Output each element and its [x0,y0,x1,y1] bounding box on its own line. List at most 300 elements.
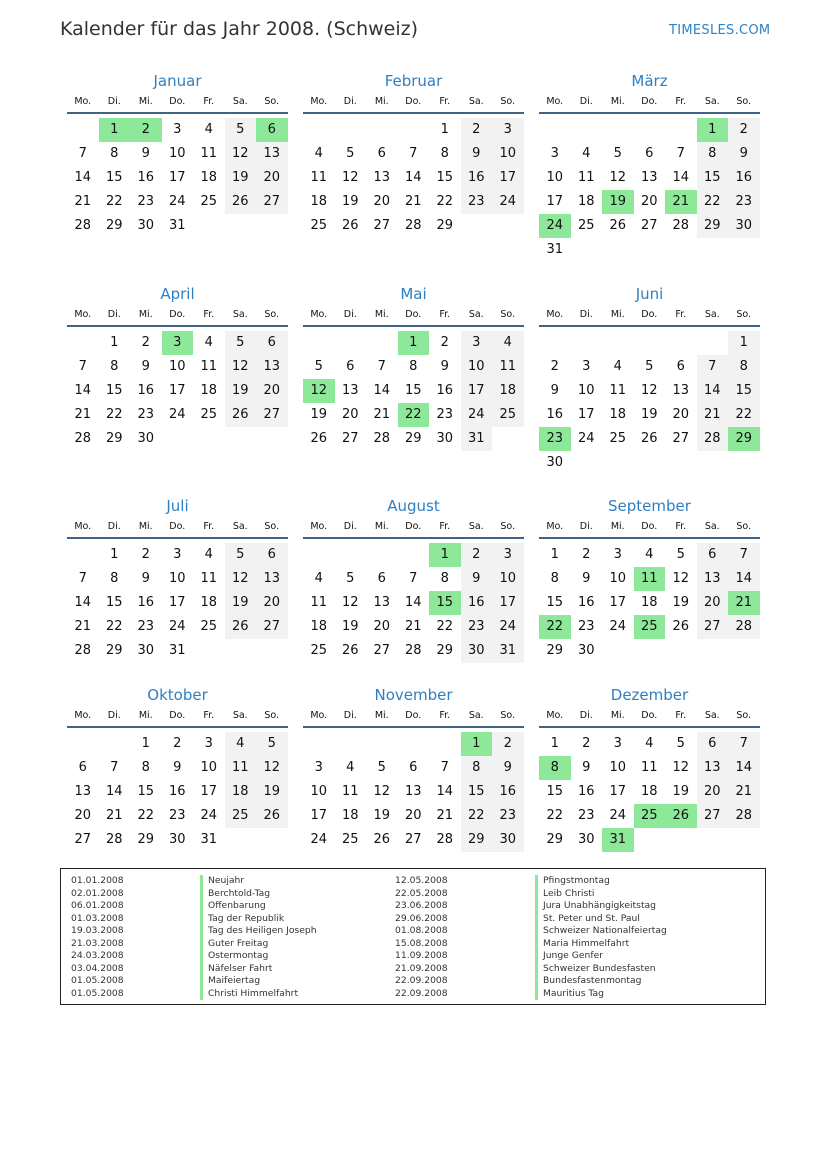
day-cell: 20 [74,808,92,823]
day-cell: 25 [634,804,666,828]
day-cell: 7 [78,359,87,374]
month-september [539,497,760,687]
legend-date: 01.05.2008 [71,987,124,999]
day-cell: 3 [173,547,182,562]
day-cell: 3 [613,736,622,751]
day-cell: 22 [137,808,155,823]
day-cell: 16 [461,591,493,615]
day-cell: 24 [609,808,627,823]
month-juni [539,285,760,475]
weekday-label: Fr. [439,96,451,107]
day-cell: 18 [225,780,257,804]
day-cell: 5 [613,146,622,161]
legend-holiday-name: St. Peter und St. Paul [535,913,667,926]
day-cell: 13 [697,756,729,780]
day-cell: 17 [200,784,218,799]
day-cell: 24 [168,194,186,209]
day-cell: 16 [577,784,595,799]
day-cell: 5 [346,146,355,161]
day-cell: 8 [550,571,559,586]
weekday-label: Mo. [310,96,328,107]
month-header-rule [303,726,524,728]
day-cell: 2 [141,547,150,562]
day-cell: 24 [609,619,627,634]
day-cell: 19 [341,619,359,634]
day-cell: 14 [436,784,454,799]
day-cell: 27 [697,804,729,828]
day-cell: 26 [310,431,328,446]
day-cell: 7 [409,146,418,161]
day-cell: 12 [225,567,257,591]
day-cell: 21 [74,619,92,634]
day-cell: 30 [137,218,155,233]
day-cell: 22 [105,619,123,634]
day-cell: 11 [492,355,524,379]
weekday-label: Sa. [468,521,484,532]
legend-date-column [395,875,448,1000]
day-cell: 23 [137,407,155,422]
weekday-label: Do. [405,309,422,320]
weekday-label: So. [264,521,280,532]
day-cell: 10 [609,760,627,775]
day-cell: 16 [137,170,155,185]
day-cell: 21 [373,407,391,422]
weekday-label: Do. [169,710,186,721]
day-cell: 27 [373,643,391,658]
day-cell: 1 [697,118,729,142]
day-cell: 14 [728,567,760,591]
month-name: Februar [384,72,443,90]
day-cell: 10 [168,146,186,161]
day-cell: 11 [200,146,218,161]
day-cell: 28 [697,427,729,451]
day-cell: 26 [672,619,690,634]
day-cell: 17 [609,595,627,610]
day-cell: 1 [429,543,461,567]
legend-holiday-name: Guter Freitag [200,938,317,951]
day-cell: 7 [409,571,418,586]
day-cell: 29 [546,832,564,847]
day-cell: 2 [141,335,150,350]
day-cell: 8 [728,355,760,379]
weekday-label: Mo. [74,309,92,320]
day-cell: 3 [613,547,622,562]
day-cell: 27 [256,403,288,427]
day-cell: 25 [609,431,627,446]
day-cell: 26 [373,832,391,847]
day-cell: 4 [492,331,524,355]
weekday-label: Do. [641,96,658,107]
day-cell: 8 [141,760,150,775]
weekday-label: Fr. [675,521,687,532]
weekday-label: Fr. [675,710,687,721]
day-cell: 14 [697,379,729,403]
day-cell: 8 [409,359,418,374]
day-cell: 31 [492,639,524,663]
weekday-label: Mi. [610,710,625,721]
day-cell: 17 [310,808,328,823]
day-cell: 4 [613,359,622,374]
day-cell: 22 [436,194,454,209]
day-cell: 27 [256,190,288,214]
legend-holiday-name: Maria Himmelfahrt [535,938,667,951]
day-cell: 30 [577,832,595,847]
day-cell: 22 [436,619,454,634]
day-cell: 3 [204,736,213,751]
legend-holiday-name: Jura Unabhängigkeitstag [535,900,667,913]
month-name: Oktober [147,686,208,704]
day-cell: 5 [256,732,288,756]
weekday-label: Mi. [374,710,389,721]
legend-date-column [71,875,124,1000]
day-cell: 20 [256,166,288,190]
weekday-label: Mi. [374,96,389,107]
day-cell: 23 [539,427,571,451]
day-cell: 13 [373,595,391,610]
month-header-rule [303,112,524,114]
day-cell: 10 [200,760,218,775]
day-cell: 11 [310,170,328,185]
day-cell: 14 [373,383,391,398]
day-cell: 15 [105,170,123,185]
weekday-label: Mo. [74,96,92,107]
day-cell: 17 [168,383,186,398]
weekday-label: Mi. [138,309,153,320]
weekday-label: Fr. [439,710,451,721]
weekday-label: Sa. [468,96,484,107]
day-cell: 28 [404,643,422,658]
day-cell: 8 [461,756,493,780]
month-name: November [374,686,453,704]
day-cell: 6 [377,146,386,161]
day-cell: 22 [105,407,123,422]
day-cell: 21 [404,619,422,634]
weekday-label: Fr. [203,521,215,532]
weekday-label: So. [736,96,752,107]
day-cell: 2 [461,543,493,567]
day-cell: 25 [634,615,666,639]
day-cell: 18 [200,383,218,398]
day-cell: 20 [697,591,729,615]
day-cell: 24 [492,615,524,639]
day-cell: 14 [404,595,422,610]
day-cell: 8 [440,146,449,161]
day-cell: 17 [168,595,186,610]
month-header-rule [539,726,760,728]
weekday-label: Sa. [232,96,248,107]
weekday-label: Fr. [675,96,687,107]
day-cell: 3 [492,543,524,567]
day-cell: 24 [539,214,571,238]
weekday-label: Mo. [310,309,328,320]
day-cell: 15 [546,784,564,799]
day-cell: 30 [168,832,186,847]
legend-date: 15.08.2008 [395,937,448,949]
legend-name-column [535,875,667,1000]
day-cell: 15 [404,383,422,398]
legend-date: 01.01.2008 [71,875,124,886]
day-cell: 17 [577,407,595,422]
legend-date: 22.09.2008 [395,987,448,999]
day-cell: 31 [168,218,186,233]
day-cell: 6 [256,118,288,142]
day-cell: 2 [582,547,591,562]
day-cell: 15 [728,379,760,403]
legend-date: 24.03.2008 [71,950,124,961]
day-cell: 20 [341,407,359,422]
day-cell: 16 [546,407,564,422]
day-cell: 19 [640,407,658,422]
weekday-label: Di. [107,521,121,532]
day-cell: 25 [200,407,218,422]
day-cell: 6 [409,760,418,775]
legend-holiday-name: Bundesfastenmontag [535,975,667,988]
day-cell: 28 [436,832,454,847]
weekday-label: Mo. [546,309,564,320]
day-cell: 21 [728,780,760,804]
legend-date: 22.05.2008 [395,887,448,899]
day-cell: 3 [162,331,194,355]
holiday-legend [60,868,766,1005]
day-cell: 1 [440,122,449,137]
day-cell: 18 [310,619,328,634]
day-cell: 23 [492,804,524,828]
day-cell: 20 [256,591,288,615]
day-cell: 5 [377,760,386,775]
month-name: Juli [166,497,189,515]
day-cell: 13 [404,784,422,799]
weekday-label: So. [736,309,752,320]
day-cell: 19 [373,808,391,823]
site-link[interactable]: TIMESLES.COM [669,23,771,38]
day-cell: 27 [74,832,92,847]
day-cell: 28 [74,218,92,233]
day-cell: 3 [550,146,559,161]
day-cell: 10 [577,383,595,398]
day-cell: 29 [137,832,155,847]
day-cell: 24 [168,407,186,422]
month-header-rule [67,537,288,539]
weekday-label: Di. [579,521,593,532]
day-cell: 27 [640,218,658,233]
weekday-label: Sa. [232,710,248,721]
month-name: März [631,72,668,90]
day-cell: 15 [461,780,493,804]
day-cell: 12 [609,170,627,185]
day-cell: 31 [168,643,186,658]
day-cell: 18 [492,379,524,403]
weekday-label: Di. [343,96,357,107]
day-cell: 28 [728,804,760,828]
weekday-label: Di. [343,309,357,320]
weekday-label: Do. [405,521,422,532]
legend-date: 23.06.2008 [395,900,448,911]
day-cell: 20 [672,407,690,422]
month-januar [67,72,288,262]
day-cell: 4 [204,335,213,350]
day-cell: 21 [105,808,123,823]
day-cell: 17 [492,591,524,615]
day-cell: 10 [546,170,564,185]
day-cell: 20 [373,194,391,209]
day-cell: 16 [168,784,186,799]
day-cell: 10 [461,355,493,379]
day-cell: 26 [609,218,627,233]
day-cell: 29 [105,643,123,658]
day-cell: 22 [398,403,430,427]
legend-date: 12.05.2008 [395,875,448,886]
day-cell: 29 [436,218,454,233]
day-cell: 19 [225,591,257,615]
day-cell: 8 [110,359,119,374]
day-cell: 22 [697,190,729,214]
day-cell: 9 [141,359,150,374]
weekday-label: Mi. [138,521,153,532]
day-cell: 11 [225,756,257,780]
weekday-label: Sa. [704,96,720,107]
legend-date: 21.09.2008 [395,962,448,974]
day-cell: 27 [697,615,729,639]
day-cell: 19 [256,780,288,804]
day-cell: 5 [676,547,685,562]
day-cell: 24 [168,619,186,634]
day-cell: 20 [640,194,658,209]
day-cell: 10 [492,142,524,166]
day-cell: 11 [640,760,658,775]
day-cell: 20 [256,379,288,403]
weekday-label: Do. [641,521,658,532]
month-name: Mai [400,285,427,303]
month-märz [539,72,760,262]
day-cell: 31 [602,828,634,852]
weekday-label: Fr. [675,309,687,320]
day-cell: 4 [645,547,654,562]
month-name: Juni [635,285,664,303]
day-cell: 15 [105,595,123,610]
day-cell: 17 [168,170,186,185]
day-cell: 1 [550,736,559,751]
day-cell: 7 [728,543,760,567]
day-cell: 1 [141,736,150,751]
day-cell: 19 [310,407,328,422]
day-cell: 3 [461,331,493,355]
day-cell: 11 [634,567,666,591]
day-cell: 4 [204,122,213,137]
day-cell: 23 [728,190,760,214]
day-cell: 14 [74,170,92,185]
day-cell: 17 [492,166,524,190]
day-cell: 7 [440,760,449,775]
day-cell: 8 [697,142,729,166]
legend-holiday-name: Maifeiertag [200,975,317,988]
legend-date: 06.01.2008 [71,900,124,911]
page-title: Kalender für das Jahr 2008. (Schweiz) [60,18,419,40]
day-cell: 8 [110,571,119,586]
day-cell: 23 [137,619,155,634]
day-cell: 12 [640,383,658,398]
day-cell: 16 [137,595,155,610]
weekday-label: Mi. [138,96,153,107]
day-cell: 6 [78,760,87,775]
month-mai [303,285,524,475]
day-cell: 15 [105,383,123,398]
day-cell: 25 [341,832,359,847]
day-cell: 18 [640,595,658,610]
day-cell: 10 [609,571,627,586]
day-cell: 28 [404,218,422,233]
day-cell: 2 [550,359,559,374]
day-cell: 11 [341,784,359,799]
day-cell: 9 [440,359,449,374]
day-cell: 27 [404,832,422,847]
weekday-label: Di. [107,309,121,320]
day-cell: 16 [137,383,155,398]
day-cell: 15 [697,166,729,190]
day-cell: 21 [74,407,92,422]
weekday-label: Do. [405,710,422,721]
day-cell: 26 [341,218,359,233]
day-cell: 10 [310,784,328,799]
day-cell: 21 [728,591,760,615]
day-cell: 18 [200,170,218,185]
day-cell: 7 [110,760,119,775]
legend-holiday-name: Junge Genfer [535,950,667,963]
day-cell: 1 [461,732,493,756]
day-cell: 29 [546,643,564,658]
day-cell: 25 [200,194,218,209]
day-cell: 19 [225,166,257,190]
weekday-label: Sa. [232,521,248,532]
weekday-label: So. [500,96,516,107]
day-cell: 9 [173,760,182,775]
day-cell: 31 [200,832,218,847]
day-cell: 22 [461,804,493,828]
day-cell: 28 [373,431,391,446]
month-header-rule [539,537,760,539]
day-cell: 6 [697,732,729,756]
day-cell: 9 [582,760,591,775]
day-cell: 29 [461,828,493,852]
day-cell: 3 [492,118,524,142]
day-cell: 26 [256,804,288,828]
day-cell: 14 [105,784,123,799]
weekday-label: Di. [107,96,121,107]
day-cell: 13 [256,355,288,379]
day-cell: 12 [256,756,288,780]
weekday-label: Di. [107,710,121,721]
month-name: August [387,497,440,515]
day-cell: 29 [404,431,422,446]
legend-date: 11.09.2008 [395,950,448,961]
day-cell: 11 [577,170,595,185]
day-cell: 7 [728,732,760,756]
day-cell: 5 [225,543,257,567]
day-cell: 12 [672,571,690,586]
weekday-label: Sa. [468,309,484,320]
weekday-label: Fr. [203,96,215,107]
day-cell: 4 [346,760,355,775]
day-cell: 18 [200,595,218,610]
day-cell: 13 [256,142,288,166]
legend-holiday-name: Leib Christi [535,888,667,901]
month-header-rule [67,325,288,327]
month-oktober [67,686,288,876]
month-header-rule [539,112,760,114]
weekday-label: Fr. [439,309,451,320]
day-cell: 14 [728,756,760,780]
day-cell: 15 [436,170,454,185]
day-cell: 20 [697,780,729,804]
